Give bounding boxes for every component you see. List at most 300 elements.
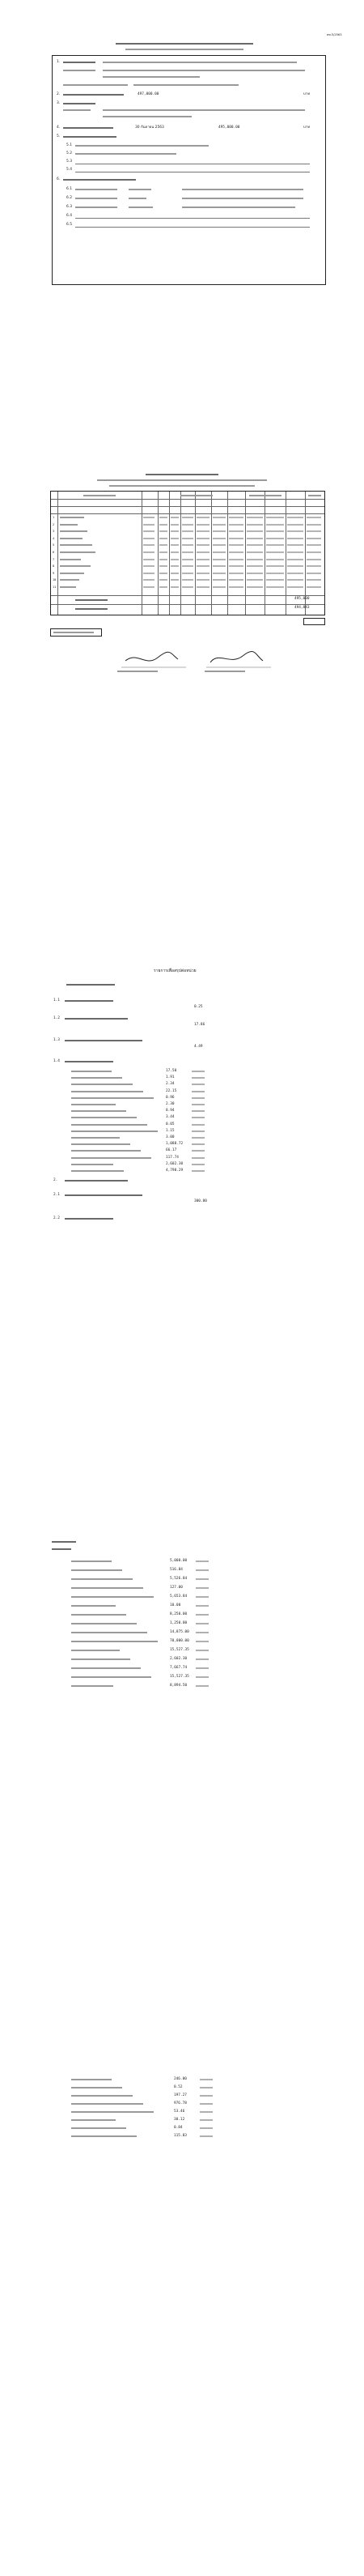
detail-line-value: 4,798.29 [166,1169,184,1173]
detail-line-value: 0.84 [174,2126,183,2130]
work-detail-label [63,109,91,111]
estimate-unit: บาท [303,126,311,130]
detail-line-label [71,2103,143,2105]
table-cell [287,565,303,567]
detail-line-unit [192,1130,205,1132]
detail-line-label [71,2111,154,2113]
table-row-index: 4 [53,536,55,540]
table-cell [247,573,263,574]
table-cell [197,530,210,532]
table-cell [229,530,243,532]
detail-line-unit [192,1124,205,1126]
table-cell [197,565,210,567]
table-cell [307,586,321,588]
subitem-6-3: 6.3 [66,205,72,209]
detail-line-value: 22.15 [166,1088,177,1093]
section-1-number: 1. [57,60,61,64]
subitem-6-4-line [75,218,310,219]
table-cell [307,573,321,574]
member-3-name [75,207,117,208]
table-cell [247,579,263,581]
table-cell [197,579,210,581]
work-type-label [63,103,95,104]
table-cell [247,517,263,518]
table-row-index: 2 [53,522,55,526]
work-detail-line-2 [103,116,192,117]
detail-line-value: 115.83 [174,2134,187,2138]
detail-page-title: รายการเพื่อสรุปต่อหน่วย [154,969,197,973]
table-row-item [60,565,91,567]
detail-line-label [71,1587,143,1589]
detail-section-number: 2.1 [53,1193,60,1197]
detail-line-label [71,1097,154,1099]
detail-line-value: 15,527.35 [170,1648,189,1652]
table-cell [213,538,226,539]
subitem-5-4: 5.4 [66,168,72,172]
ref-code: ตท.5/2563 [327,33,342,36]
table-cell [197,517,210,518]
detail-line-label [71,2087,122,2088]
member-1-office [182,189,303,190]
detail-section-label [65,1018,128,1020]
detail-line-unit [196,1587,209,1589]
detail-line-unit [200,2127,213,2129]
table-cell [182,530,193,532]
table-cell [229,565,243,567]
table-cell [287,579,303,581]
table-cell [229,573,243,574]
table-cell [229,579,243,581]
detail-section-amount: 0.25 [194,1005,203,1009]
detail-section-label [65,1180,128,1182]
detail-line-unit [192,1117,205,1118]
detail-line-label [71,1623,137,1624]
detail-line-label [71,1104,116,1105]
estimate-date: 30 กันยายน 2563 [135,126,164,130]
table-cell [213,551,226,553]
member-2-position [129,198,146,199]
note-text [53,632,94,633]
table-cell [229,586,243,588]
detail-line-unit [192,1071,205,1072]
table-cell [182,538,193,539]
table-row-item [60,559,81,560]
table-page-subtitle [97,479,267,481]
table-col-divider-5 [180,492,181,615]
table-cell [213,559,226,560]
detail-line-unit [192,1137,205,1139]
table-grand-total: 495,000 [294,597,310,601]
table-cell [143,573,154,574]
detail-line-value: 3.00 [166,1135,175,1139]
detail-line-label [71,1632,147,1633]
detail-line-unit [196,1650,209,1651]
table-cell [229,538,243,539]
detail-line-value: 246.00 [174,2077,187,2081]
table-row-index: 11 [53,585,57,589]
detail-line-value: 117.74 [166,1155,179,1160]
table-cell [307,551,321,553]
table-row-index: 7 [53,557,55,561]
table-cell [266,538,284,539]
note-box [50,628,102,637]
detail-line-value: 516.84 [170,1568,183,1572]
detail-line-value: 70,000.00 [170,1639,189,1643]
subitem-6-5-line [75,227,310,228]
table-cell [287,586,303,588]
table-cell [287,530,303,532]
project-location-line-1 [103,70,305,71]
table-cell [143,586,154,588]
detail-line-label [71,1124,147,1126]
section-1-label [63,62,95,63]
detail-line-value: 66.17 [166,1148,177,1153]
table-cell [213,517,226,518]
table-header-divider-3 [51,513,324,514]
table-cell [247,538,263,539]
table-cell [247,530,263,532]
table-cell [182,524,193,526]
detail-line-value: 197.27 [174,2093,187,2097]
table-footer-divider-1 [51,595,324,596]
table-sum-label [75,599,108,601]
table-row-item [60,551,95,553]
table-cell [307,538,321,539]
detail-section-amount: 17.86 [194,1023,205,1027]
table-cell [143,530,154,532]
subitem-5-2: 5.2 [66,151,72,155]
detail-line-unit [196,1658,209,1660]
table-cell [213,565,226,567]
detail-line-label [71,2119,116,2121]
table-cell [182,517,193,518]
detail-line-unit [192,1157,205,1159]
detail-section-number: 1.4 [53,1059,60,1063]
section-6-number: 6. [57,177,61,181]
table-row-index: 10 [53,578,57,582]
detail-line-value: 2.30 [166,1102,175,1106]
detail-section-label [65,1061,113,1062]
header-materials [180,495,213,496]
table-cell [143,544,154,546]
form-subtitle [125,49,243,50]
detail-line-unit [200,2111,213,2113]
detail-line-value: 0.52 [174,2085,183,2089]
table-cell [307,579,321,581]
detail-line-value: 30.12 [174,2118,185,2122]
detail-line-unit [200,2095,213,2097]
detail-line-label [71,1596,154,1598]
detail-line-unit [192,1091,205,1092]
table-cell [287,544,303,546]
table-row-item [60,579,79,581]
table-cell [213,524,226,526]
table-cell [171,544,179,546]
table-footer-divider-2 [51,604,324,605]
section-4-number: 4. [57,126,61,130]
table-cell [247,565,263,567]
table-cell [171,559,179,560]
table-cell [287,517,303,518]
budget-unit: บาท [303,92,311,96]
table-cell [159,586,167,588]
detail-line-unit [196,1632,209,1633]
detail-line-unit [196,1605,209,1607]
detail-line-label [71,2079,112,2080]
detail-section-number: 1.3 [53,1038,60,1042]
table-cell [307,517,321,518]
detail-line-value: 5,653.84 [170,1595,188,1599]
table-row-item [60,573,84,574]
page4-heading [52,1541,76,1543]
table-cell [307,559,321,560]
detail-line-value: 5,000.00 [170,1559,188,1563]
table-cell [143,559,154,560]
section-5-number: 5. [57,134,61,138]
table-cell [229,544,243,546]
page4-subheading [52,1548,71,1550]
table-cell [266,559,284,560]
table-cell [213,544,226,546]
location-label [63,70,95,71]
member-3-position [129,207,153,208]
detail-line-label [71,1170,124,1172]
detail-line-unit [196,1685,209,1687]
member-1-position [129,189,151,190]
table-page-title [146,474,218,475]
table-cell [159,551,167,553]
table-cell [247,551,263,553]
table-cell [171,524,179,526]
table-col-divider-4 [169,492,170,615]
detail-line-unit [196,1578,209,1580]
detail-line-value: 1.91 [166,1075,175,1080]
signer-2-name [205,671,245,672]
budget-label [63,94,124,96]
detail-line-unit [192,1104,205,1105]
table-row-item [60,530,87,532]
detail-line-value: 14,875.00 [170,1630,189,1634]
table-cell [213,579,226,581]
subitem-6-1: 6.1 [66,187,72,191]
table-cell [143,538,154,539]
table-row-item [60,538,83,539]
detail-line-value: 10.00 [170,1603,181,1607]
member-2-name [75,198,117,199]
table-cell [266,530,284,532]
table-cell [266,586,284,588]
table-cell [171,573,179,574]
detail-line-unit [192,1110,205,1112]
table-col-divider-8 [227,492,228,615]
project-location-line-2 [103,76,200,78]
detail-section-label [65,1218,113,1220]
table-cell [197,559,210,560]
signer-1-name [117,671,158,672]
detail-line-value: 976.78 [174,2101,187,2106]
member-2-office [182,198,303,199]
detail-line-label [71,1676,151,1678]
table-cell [307,524,321,526]
table-row-item [60,524,78,526]
table-cell [266,517,284,518]
subitem-6-4: 6.4 [66,214,72,218]
detail-line-label [71,1110,126,1112]
subitem-6-5: 6.5 [66,223,72,227]
table-cell [159,530,167,532]
table-vat-total: 494,843 [294,606,310,610]
table-cell [171,579,179,581]
table-cell [287,559,303,560]
table-cell [182,573,193,574]
table-cell [143,565,154,567]
detail-line-value: 3.44 [166,1115,175,1120]
detail-line-unit [200,2103,213,2105]
detail-line-label [71,1091,143,1092]
table-cell [143,517,154,518]
detail-section-label [65,1040,142,1041]
table-cell [159,524,167,526]
subitem-5-1: 5.1 [66,143,72,147]
table-cell [182,586,193,588]
detail-line-value: 1.15 [166,1128,175,1133]
table-cell [197,573,210,574]
subitem-6-2: 6.2 [66,196,72,200]
detail-line-value: 127.00 [170,1586,183,1590]
table-vat-label [75,608,108,610]
detail-section-number: 2. [53,1178,58,1182]
detail-line-label [71,1578,133,1580]
detail-line-value: 8,250.00 [170,1612,188,1616]
detail-line-value: 2,602.30 [166,1161,184,1166]
table-cell [159,538,167,539]
table-cell [197,544,210,546]
detail-line-value: 2,602.30 [170,1657,188,1661]
detail-line-value: 2.34 [166,1082,175,1087]
detail-line-label [71,1071,112,1072]
detail-line-label [71,1084,133,1085]
detail-line-unit [192,1143,205,1145]
table-header-divider-2 [51,506,324,507]
detail-line-unit [200,2119,213,2121]
detail-line-unit [196,1614,209,1616]
detail-section-number: 2.2 [53,1216,60,1220]
subitem-5-2-text [75,153,176,155]
table-cell [171,551,179,553]
detail-line-label [71,1117,137,1118]
detail-line-unit [196,1569,209,1571]
detail-line-unit [192,1077,205,1079]
detail-line-label [71,1641,158,1642]
estimate-total: 495,000.00 [218,126,240,130]
table-cell [159,565,167,567]
detail-section-amount: 300.00 [194,1199,207,1203]
table-cell [182,579,193,581]
detail-line-value: 17.50 [166,1069,177,1073]
table-cell [247,559,263,560]
detail-line-unit [200,2135,213,2137]
detail-line-unit [196,1623,209,1624]
detail-line-value: 0.96 [166,1095,175,1100]
detail-line-label [71,2127,126,2129]
table-cell [159,544,167,546]
header-total [308,495,321,496]
table-cell [171,586,179,588]
detail-line-label [71,1667,141,1669]
table-cell [182,559,193,560]
table-cell [159,559,167,560]
detail-line-value: 8,894.50 [170,1684,188,1688]
table-page-location [109,485,255,487]
detail-section-amount: 4.49 [194,1045,203,1049]
table-row-index: 8 [53,564,55,568]
table-cell [287,573,303,574]
detail-line-label [71,1658,130,1660]
member-3-office [182,207,295,208]
table-row-index: 6 [53,551,55,554]
table-cell [171,565,179,567]
table-cell [171,530,179,532]
detail-section-label [65,1000,113,1002]
detail-line-value: 5,526.84 [170,1577,188,1581]
table-cell [247,524,263,526]
table-row-item [60,544,92,546]
table-row-index: 3 [53,530,55,534]
detail-line-label [71,1605,116,1607]
table-cell [307,565,321,567]
detail-line-label [71,1137,120,1139]
detail-line-label [71,1650,120,1651]
table-cell [171,517,179,518]
detail-line-unit [196,1676,209,1678]
table-cell [266,573,284,574]
table-cell [229,524,243,526]
table-cell [171,538,179,539]
detail-line-label [71,1150,141,1152]
detail-line-label [71,2135,137,2137]
detail-line-unit [192,1164,205,1165]
table-cell [197,551,210,553]
table-cell [247,544,263,546]
detail-line-unit [196,1596,209,1598]
detail-line-unit [196,1641,209,1642]
estimate-label [63,127,113,129]
table-row-index: 9 [53,571,55,575]
table-row-index: 5 [53,543,55,547]
table-cell [143,524,154,526]
detail-line-unit [192,1150,205,1152]
table-col-divider-6 [195,492,196,615]
detail-line-value: 8.94 [166,1109,175,1113]
table-cell [266,579,284,581]
header-item-name [83,495,116,496]
table-cell [287,538,303,539]
detail-section-number: 1.2 [53,1016,60,1020]
table-cell [182,565,193,567]
detail-line-value: 15,527.35 [170,1675,189,1679]
agency-value [133,84,239,86]
table-cell [229,559,243,560]
table-col-divider-9 [245,492,246,615]
subitem-5-1-text [75,145,209,147]
detail-line-unit [200,2087,213,2088]
table-cell [197,538,210,539]
subitem-5-3: 5.3 [66,160,72,164]
detail-line-label [71,1143,130,1145]
detail-line-value: 1,250.00 [170,1621,188,1625]
price-table [50,491,325,615]
detail-line-label [71,1569,122,1571]
